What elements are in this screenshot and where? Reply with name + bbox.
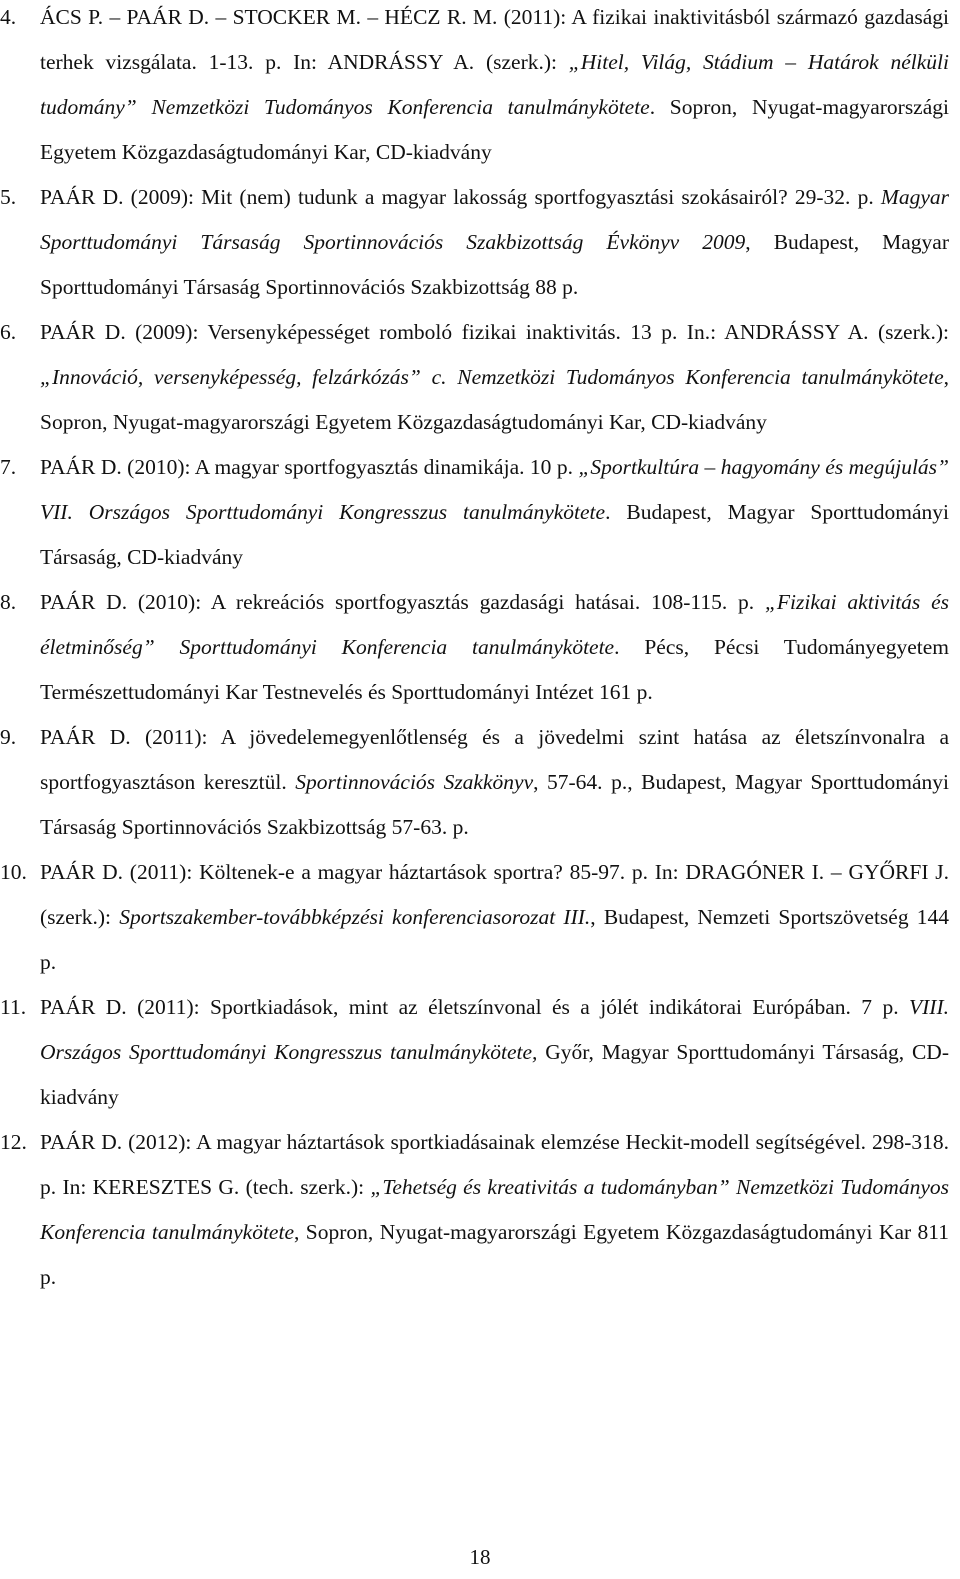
- reference-source-title: „Fizikai aktivitás és életminőség” Sporttudományi Konferencia tanulmánykötete: [40, 590, 949, 659]
- reference-number: 6.: [0, 320, 17, 344]
- reference-text: PAÁR D. (2010): A magyar sportfogyasztás dinamikája. 10 p.: [40, 455, 579, 479]
- reference-text: PAÁR D. (2010): A rekreációs sportfogyasztás gazdasági hatásai. 108-115. p.: [40, 590, 765, 614]
- reference-source-title: „Innováció, versenyképesség, felzárkózás” c. Nemzetközi Tudományos Konferencia tanulmánykötete: [40, 365, 944, 389]
- reference-text: PAÁR D. (2009): Versenyképességet romboló fizikai inaktivitás. 13 p. In.: ANDRÁSSY A. (szerk.):: [40, 320, 949, 344]
- reference-number: 11.: [0, 995, 27, 1019]
- reference-text: , Budapest, Magyar Sporttudományi Társaság Sportinnovációs Szakbizottság 88 p.: [40, 230, 949, 299]
- reference-number: 5.: [0, 185, 17, 209]
- reference-text: PAÁR D. (2009): Mit (nem) tudunk a magyar lakosság sportfogyasztási szokásairól? 29-32. p.: [40, 185, 881, 209]
- reference-number: 8.: [0, 590, 17, 614]
- reference-item: [0, 985, 960, 1120]
- reference-text: ÁCS P. – PAÁR D. – STOCKER M. – HÉCZ R. M. (2011): A fizikai inaktivitásból származó gazdasági terhek vizsgálata. 1-13. p. In: ANDRÁSSY A. (szerk.):: [40, 5, 949, 74]
- reference-text: PAÁR D. (2011): Sportkiadások, mint az életszínvonal és a jólét indikátorai Európában. 7 p.: [40, 995, 909, 1019]
- reference-item: [0, 1120, 960, 1300]
- reference-text: , Budapest, Nemzeti Sportszövetség 144 p.: [40, 905, 949, 974]
- reference-source-title: VIII. Országos Sporttudományi Kongresszus tanulmánykötete,: [40, 995, 949, 1064]
- reference-item: [0, 0, 960, 175]
- reference-text: PAÁR D. (2012): A magyar háztartások sportkiadásainak elemzése Heckit-modell segítségével. 298-318. p. In: KERESZTES G. (tech. szerk.):: [40, 1130, 949, 1199]
- reference-text: . Pécs, Pécsi Tudományegyetem Természettudományi Kar Testnevelés és Sporttudományi Intézet 161 p.: [40, 635, 949, 704]
- reference-text: , Sopron, Nyugat-magyarországi Egyetem Közgazdaságtudományi Kar, CD-kiadvány: [40, 365, 949, 434]
- reference-item: [0, 175, 960, 310]
- reference-item: [0, 715, 960, 850]
- reference-number: 12.: [0, 1130, 27, 1154]
- reference-item: [0, 850, 960, 985]
- reference-source-title: Sportszakember-továbbképzési konferenciasorozat III.: [119, 905, 591, 929]
- reference-number: 7.: [0, 455, 17, 479]
- reference-text: PAÁR D. (2011): A jövedelemegyenlőtlenség és a jövedelmi szint hatása az életszínvonalra a sportfogyasztáson keresztül.: [40, 725, 949, 794]
- reference-number: 4.: [0, 5, 17, 29]
- reference-text: , 57-64. p., Budapest, Magyar Sporttudományi Társaság Sportinnovációs Szakbizottság 57-63. p.: [40, 770, 949, 839]
- reference-text: Győr, Magyar Sporttudományi Társaság, CD-kiadvány: [40, 1040, 949, 1109]
- reference-source-title: Magyar Sporttudományi Társaság Sportinnovációs Szakbizottság Évkönyv 2009: [40, 185, 949, 254]
- reference-text: PAÁR D. (2011): Költenek-e a magyar háztartások sportra? 85-97. p. In: DRAGÓNER I. – GYŐRFI J. (szerk.):: [40, 860, 949, 929]
- reference-item: [0, 310, 960, 445]
- reference-number: 9.: [0, 725, 17, 749]
- reference-source-title: „Hitel, Világ, Stádium – Határok nélküli tudomány” Nemzetközi Tudományos Konferencia tanulmánykötete: [40, 50, 949, 119]
- reference-text: , Sopron, Nyugat-magyarországi Egyetem Közgazdaságtudományi Kar 811 p.: [40, 1220, 950, 1289]
- reference-item: [0, 445, 960, 580]
- reference-source-title: Sportinnovációs Szakkönyv: [295, 770, 534, 794]
- page-number: 18: [469, 1545, 491, 1569]
- reference-source-title: „Sportkultúra – hagyomány és megújulás” VII. Országos Sporttudományi Kongresszus tanulmánykötete: [40, 455, 949, 524]
- reference-text: . Budapest, Magyar Sporttudományi Társaság, CD-kiadvány: [40, 500, 949, 569]
- reference-source-title: „Tehetség és kreativitás a tudományban” Nemzetközi Tudományos Konferencia tanulmánykötete: [40, 1175, 949, 1244]
- reference-number: 10.: [0, 860, 27, 884]
- reference-item: [0, 580, 960, 715]
- reference-text: . Sopron, Nyugat-magyarországi Egyetem Közgazdaságtudományi Kar, CD-kiadvány: [40, 95, 949, 164]
